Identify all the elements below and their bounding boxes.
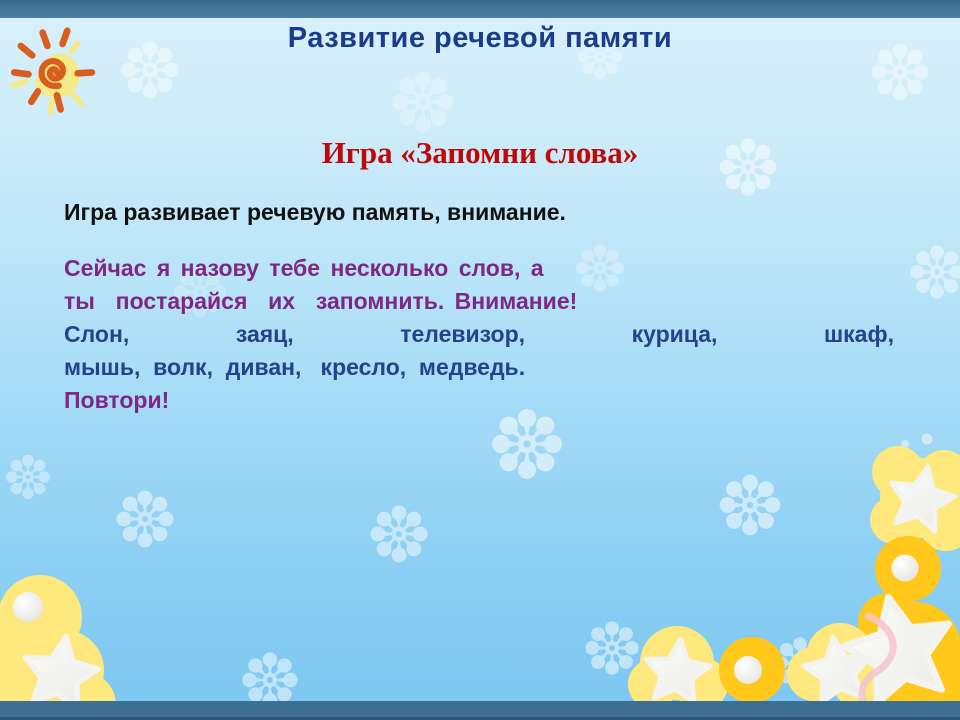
game-instructions: [64, 252, 894, 417]
ball-icon: [892, 555, 919, 582]
word-item: заяц,: [235, 321, 294, 347]
instruction-line-1: Сейчас я назову тебе несколько слов, а: [64, 255, 544, 281]
snowflake-icon: [370, 505, 427, 562]
word-list-row-1: [64, 318, 894, 351]
instruction-line-2: ты постарайся их запомнить. Внимание!: [64, 288, 578, 314]
word-list-row-2: мышь, волк, диван, кресло, медведь.: [64, 354, 526, 380]
repeat-line: Повтори!: [64, 387, 170, 413]
top-bar: [0, 0, 960, 18]
word-item: шкаф,: [823, 321, 894, 347]
ball-icon: [734, 656, 762, 684]
snowflake-icon: [6, 455, 50, 499]
snowflake-icon: [492, 409, 562, 479]
intro-line: Игра развивает речевую память, внимание.: [64, 199, 566, 225]
word-item: курица,: [631, 321, 718, 347]
snowflake-icon: [393, 72, 454, 133]
bottom-bar: [0, 701, 960, 720]
word-item: телевизор,: [400, 321, 526, 347]
snowflake-icon: [242, 652, 297, 707]
page-title: Развитие речевой памяти: [287, 22, 673, 54]
corner-decoration-right: [600, 420, 960, 720]
ball-icon: [13, 592, 43, 622]
game-heading: Игра «Запомни слова»: [321, 135, 639, 170]
snowflake-icon: [910, 245, 960, 298]
corner-decoration-left: [0, 575, 140, 720]
word-item: Слон,: [64, 321, 130, 347]
snowflake-icon: [116, 490, 173, 547]
